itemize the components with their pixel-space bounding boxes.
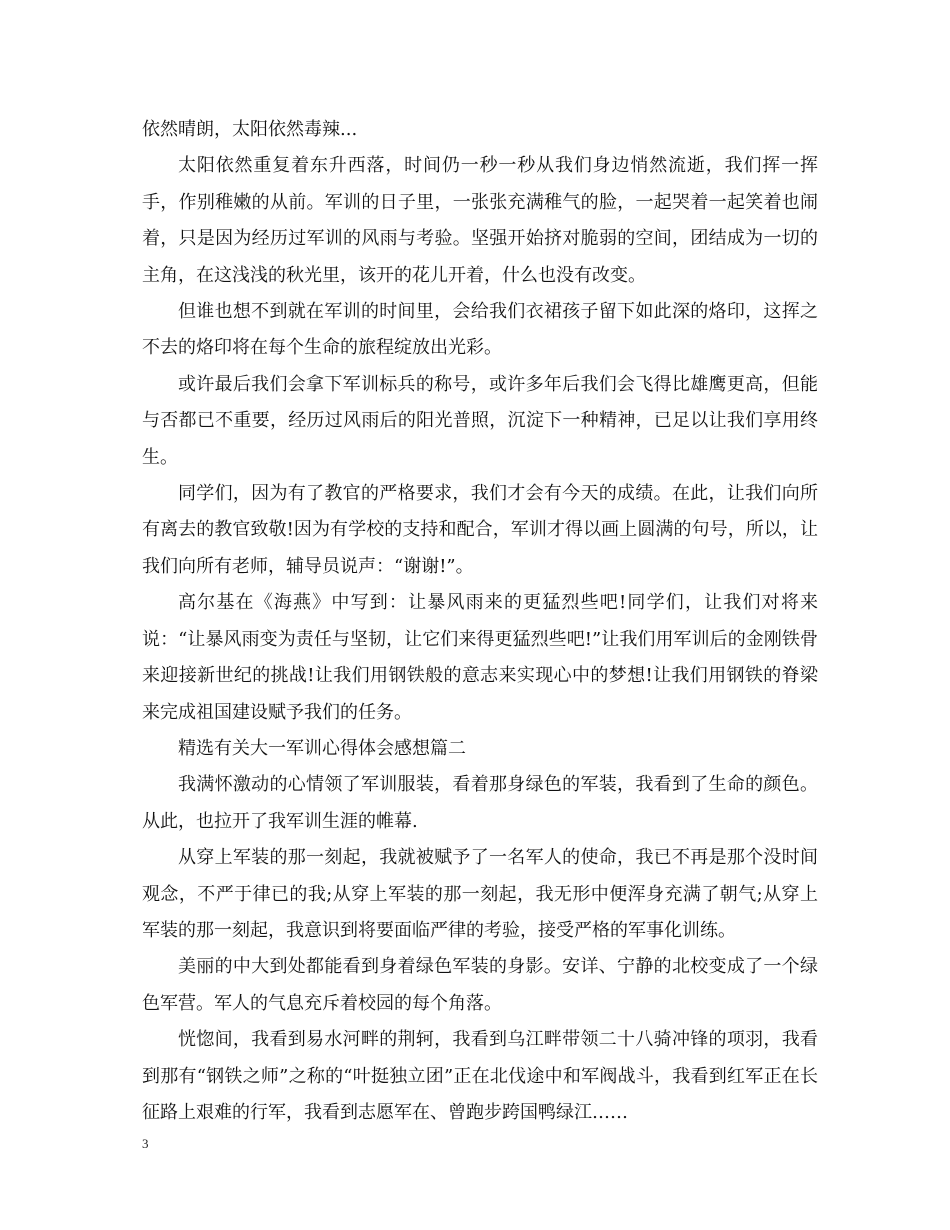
paragraph-7: 我满怀激动的心情领了军训服装，看着那身绿色的军装，我看到了生命的颜色。从此，也拉开了我军训生涯的帷幕. (142, 774, 818, 832)
page-number: 3 (142, 1136, 149, 1151)
document-body (142, 112, 818, 1131)
paragraph-8: 从穿上军装的那一刻起，我就被赋予了一名军人的使命，我已不再是那个没时间观念，不严于律已的我;从穿上军装的那一刻起，我无形中便浑身充满了朝气;从穿上军装的那一刻起，我意识到将要面临严律的考验，接受严格的军事化训练。 (142, 847, 818, 941)
paragraph-2: 太阳依然重复着东升西落，时间仍一秒一秒从我们身边悄然流逝，我们挥一挥手，作别稚嫩的从前。军训的日子里，一张张充满稚气的脸，一起哭着一起笑着也闹着，只是因为经历过军训的风雨与考验。坚强开始挤对脆弱的空间，团结成为一切的主角，在这浅浅的秋光里，该开的花儿开着，什么也没有改变。 (142, 155, 818, 286)
paragraph-4: 或许最后我们会拿下军训标兵的称号，或许多年后我们会飞得比雄鹰更高，但能与否都已不重要，经历过风雨后的阳光普照，沉淀下一种精神，已足以让我们享用终生。 (142, 373, 818, 468)
paragraph-9: 美丽的中大到处都能看到身着绿色军装的身影。安详、宁静的北校变成了一个绿色军营。军人的气息充斥着校园的每个角落。 (142, 956, 818, 1014)
paragraph-10: 恍惚间，我看到易水河畔的荆轲，我看到乌江畔带领二十八骑冲锋的项羽，我看到那有“钢铁之师”之称的“叶挺独立团”正在北伐途中和军阀战斗，我看到红军正在长征路上艰难的行军，我看到志愿军在、曾跑步跨国鸭绿江…… (142, 1029, 818, 1123)
paragraph-3: 但谁也想不到就在军训的时间里，会给我们衣裙孩子留下如此深的烙印，这挥之不去的烙印将在每个生命的旅程绽放出光彩。 (142, 301, 818, 359)
section-heading: 精选有关大一军训心得体会感想篇二 (178, 737, 466, 759)
paragraph-6: 高尔基在《海燕》中写到：让暴风雨来的更猛烈些吧!同学们，让我们对将来说：“让暴风雨变为责任与坚韧，让它们来得更猛烈些吧!”让我们用军训后的金刚铁骨来迎接新世纪的挑战!让我们用钢铁般的意志来实现心中的梦想!让我们用钢铁的脊梁来完成祖国建设赋予我们的任务。 (142, 592, 818, 723)
paragraph-1: 依然晴朗，太阳依然毒辣... (142, 119, 358, 140)
paragraph-5: 同学们，因为有了教官的严格要求，我们才会有今天的成绩。在此，让我们向所有离去的教官致敬!因为有学校的支持和配合，军训才得以画上圆满的句号，所以，让我们向所有老师，辅导员说声：“谢谢!”。 (142, 483, 818, 577)
